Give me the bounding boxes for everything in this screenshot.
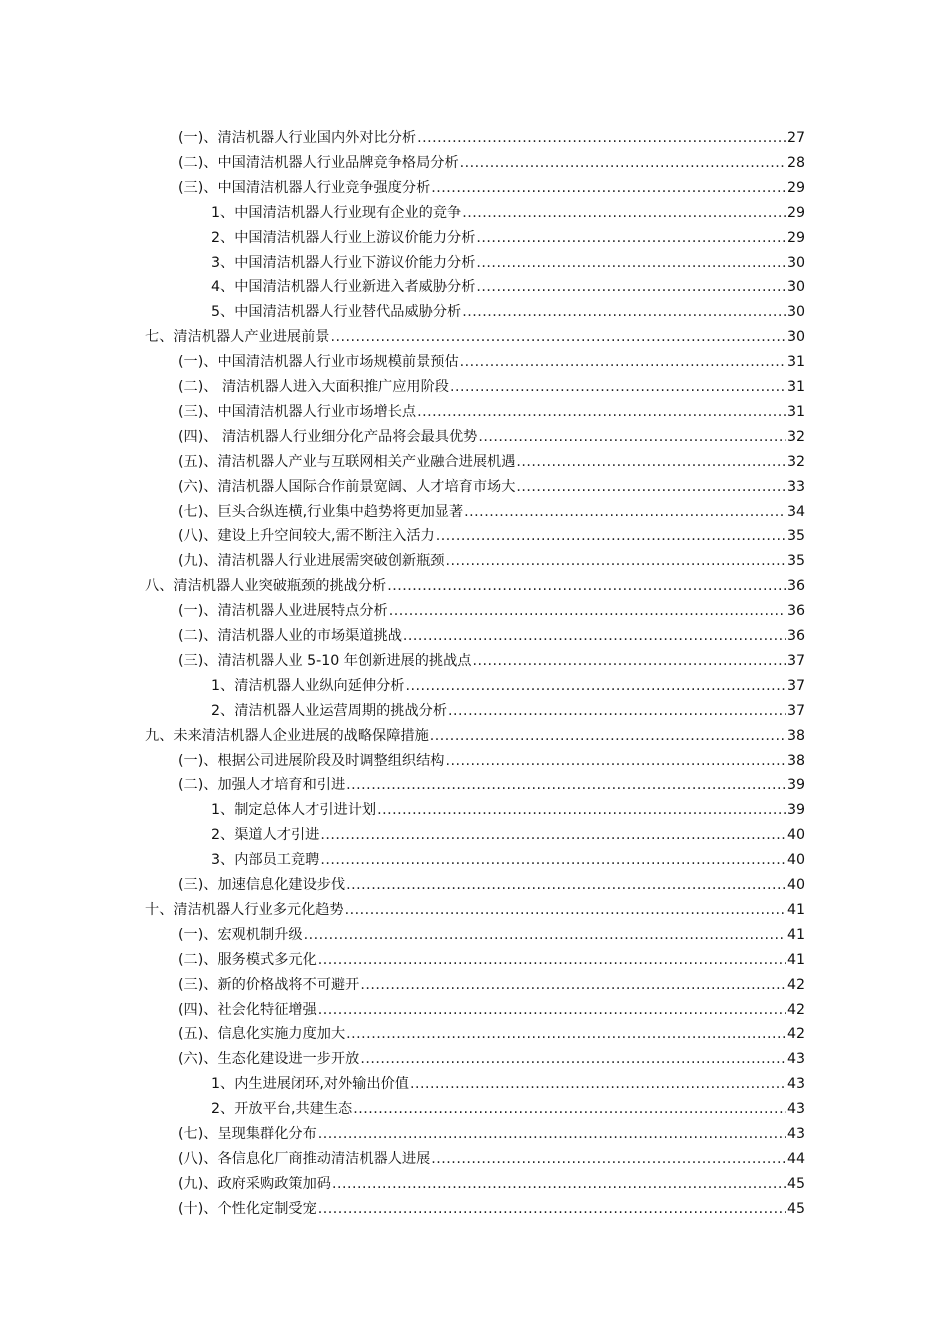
toc-entry-page-number: 43 — [786, 1101, 805, 1118]
toc-dot-leader — [430, 724, 786, 749]
toc-entry-title: 5、中国清洁机器人行业替代品威胁分析 — [211, 304, 462, 321]
toc-dot-leader — [318, 1122, 786, 1147]
toc-entry[interactable] — [211, 798, 805, 823]
toc-entry[interactable] — [178, 873, 805, 898]
toc-dot-leader — [516, 475, 786, 500]
toc-dot-leader — [410, 1072, 786, 1097]
toc-entry-page-number: 44 — [786, 1150, 805, 1167]
toc-entry[interactable] — [178, 375, 805, 400]
toc-dot-leader — [476, 226, 786, 251]
toc-entry-title: (六)、生态化建设进一步开放 — [178, 1051, 360, 1068]
toc-dot-leader — [464, 500, 786, 525]
toc-entry-page-number: 35 — [786, 553, 805, 570]
toc-entry-page-number: 30 — [786, 254, 805, 271]
toc-entry[interactable] — [145, 724, 805, 749]
toc-entry-page-number: 31 — [786, 354, 805, 371]
toc-entry[interactable] — [211, 848, 805, 873]
toc-entry-title: 2、清洁机器人业运营周期的挑战分析 — [211, 702, 448, 719]
toc-entry-page-number: 29 — [786, 204, 805, 221]
toc-entry-title: (六)、清洁机器人国际合作前景宽阔、人才培育市场大 — [178, 478, 516, 495]
toc-entry[interactable] — [178, 549, 805, 574]
toc-entry[interactable] — [178, 1197, 805, 1222]
toc-entry-title: (一)、根据公司进展阶段及时调整组织结构 — [178, 752, 445, 769]
toc-entry-page-number: 36 — [786, 578, 805, 595]
toc-entry-page-number: 37 — [786, 702, 805, 719]
toc-entry-page-number: 45 — [786, 1200, 805, 1217]
toc-entry-page-number: 40 — [786, 852, 805, 869]
toc-entry[interactable] — [178, 500, 805, 525]
toc-dot-leader — [403, 624, 786, 649]
toc-dot-leader — [445, 549, 785, 574]
toc-entry-title: (三)、中国清洁机器人行业市场增长点 — [178, 403, 417, 420]
toc-entry[interactable] — [178, 1022, 805, 1047]
toc-entry[interactable] — [178, 923, 805, 948]
toc-entry-page-number: 32 — [786, 428, 805, 445]
toc-entry-title: 1、清洁机器人业纵向延伸分析 — [211, 677, 405, 694]
toc-dot-leader — [304, 923, 786, 948]
toc-entry-title: (一)、清洁机器人行业国内外对比分析 — [178, 130, 417, 146]
toc-entry[interactable] — [178, 624, 805, 649]
toc-dot-leader — [320, 823, 786, 848]
toc-entry-title: 1、制定总体人才引进计划 — [211, 802, 377, 819]
toc-entry-title: 1、内生进展闭环,对外输出价值 — [211, 1076, 409, 1093]
toc-entry-title: 2、渠道人才引进 — [211, 827, 320, 844]
toc-dot-leader — [417, 126, 786, 151]
toc-dot-leader — [360, 973, 786, 998]
toc-entry-page-number: 39 — [786, 777, 805, 794]
toc-entry-title: (三)、加速信息化建设步伐 — [178, 877, 346, 893]
toc-dot-leader — [476, 275, 786, 300]
toc-entry[interactable] — [211, 699, 805, 724]
toc-dot-leader — [460, 151, 786, 176]
toc-entry[interactable] — [211, 300, 805, 325]
toc-entry-page-number: 30 — [786, 279, 805, 296]
toc-dot-leader — [377, 798, 786, 823]
toc-entry-page-number: 33 — [786, 478, 805, 495]
toc-entry[interactable] — [211, 275, 805, 300]
toc-entry[interactable] — [145, 325, 805, 350]
toc-entry[interactable] — [145, 898, 805, 923]
toc-entry-title: (四)、社会化特征增强 — [178, 1001, 317, 1018]
toc-entry[interactable] — [145, 574, 805, 599]
toc-entry-title: 七、清洁机器人产业进展前景 — [145, 329, 330, 346]
toc-entry[interactable] — [178, 524, 805, 549]
toc-entry-page-number: 42 — [786, 1026, 805, 1043]
toc-entry-page-number: 29 — [786, 229, 805, 246]
toc-dot-leader — [360, 1047, 786, 1072]
toc-entry-title: (七)、巨头合纵连横,行业集中趋势将更加显著 — [178, 503, 464, 520]
toc-entry-page-number: 37 — [786, 652, 805, 669]
toc-entry[interactable] — [178, 151, 805, 176]
toc-entry-title: (三)、中国清洁机器人行业竞争强度分析 — [178, 179, 431, 196]
toc-entry-title: (一)、宏观机制升级 — [178, 926, 303, 943]
toc-entry-title: 3、中国清洁机器人行业下游议价能力分析 — [211, 254, 476, 271]
toc-entry[interactable] — [211, 1072, 805, 1097]
toc-entry-title: 十、清洁机器人行业多元化趋势 — [145, 901, 344, 918]
toc-dot-leader — [476, 251, 786, 276]
toc-entry-page-number: 42 — [786, 1001, 805, 1018]
toc-entry-title: 八、清洁机器人业突破瓶颈的挑战分析 — [145, 578, 387, 595]
toc-entry-title: (一)、清洁机器人业进展特点分析 — [178, 603, 388, 620]
toc-entry[interactable] — [178, 1047, 805, 1072]
toc-entry-title: (九)、政府采购政策加码 — [178, 1175, 331, 1192]
toc-entry-page-number: 43 — [786, 1051, 805, 1068]
toc-entry-title: 4、中国清洁机器人行业新进入者威胁分析 — [211, 279, 476, 296]
toc-entry-title: (四)、 清洁机器人行业细分化产品将会最具优势 — [178, 428, 478, 445]
toc-entry-page-number: 38 — [786, 727, 805, 744]
toc-entry[interactable] — [178, 1172, 805, 1197]
toc-entry-page-number: 41 — [786, 951, 805, 968]
toc-entry[interactable] — [178, 450, 805, 475]
toc-dot-leader — [318, 1197, 786, 1222]
toc-entry-title: (十)、个性化定制受宠 — [178, 1200, 317, 1217]
toc-entry-title: (五)、清洁机器人产业与互联网相关产业融合进展机遇 — [178, 453, 516, 470]
toc-dot-leader — [353, 1097, 786, 1122]
toc-entry[interactable] — [211, 226, 805, 251]
toc-entry-title: 九、未来清洁机器人企业进展的战略保障措施 — [145, 727, 429, 744]
toc-entry[interactable] — [178, 400, 805, 425]
toc-entry-page-number: 36 — [786, 603, 805, 620]
toc-entry-title: (二)、 清洁机器人进入大面积推广应用阶段 — [178, 379, 449, 395]
toc-entry-title: 2、开放平台,共建生态 — [211, 1101, 353, 1118]
toc-entry[interactable] — [178, 1147, 805, 1172]
toc-entry-title: (五)、信息化实施力度加大 — [178, 1026, 346, 1043]
toc-dot-leader — [478, 425, 786, 450]
toc-entry-title: (九)、清洁机器人行业进展需突破创新瓶颈 — [178, 553, 445, 570]
toc-entry-title: (二)、加强人才培育和引进 — [178, 777, 346, 794]
toc-entry[interactable] — [211, 251, 805, 276]
toc-entry-page-number: 31 — [786, 379, 805, 395]
toc-entry[interactable] — [178, 649, 805, 674]
toc-entry-title: 2、中国清洁机器人行业上游议价能力分析 — [211, 229, 476, 246]
toc-entry[interactable] — [178, 350, 805, 375]
toc-entry[interactable] — [211, 823, 805, 848]
toc-entry[interactable] — [211, 1097, 805, 1122]
toc-dot-leader — [417, 400, 786, 425]
toc-entry[interactable] — [178, 126, 805, 151]
toc-dot-leader — [387, 574, 786, 599]
toc-dot-leader — [445, 749, 785, 774]
toc-dot-leader — [346, 1022, 786, 1047]
toc-entry-title: (二)、服务模式多元化 — [178, 951, 317, 968]
toc-entry[interactable] — [178, 176, 805, 201]
toc-dot-leader — [330, 325, 785, 350]
toc-entry-page-number: 31 — [786, 403, 805, 420]
toc-dot-leader — [389, 599, 786, 624]
toc-dot-leader — [460, 350, 786, 375]
toc-entry[interactable] — [211, 674, 805, 699]
toc-entry-page-number: 43 — [786, 1076, 805, 1093]
toc-entry-title: (七)、呈现集群化分布 — [178, 1126, 317, 1142]
toc-entry-page-number: 39 — [786, 802, 805, 819]
toc-dot-leader — [450, 375, 786, 400]
toc-entry-page-number: 40 — [786, 827, 805, 844]
toc-dot-leader — [448, 699, 786, 724]
toc-entry-page-number: 45 — [786, 1175, 805, 1192]
toc-entry-page-number: 30 — [786, 304, 805, 321]
toc-entry[interactable] — [178, 973, 805, 998]
toc-entry-title: (二)、中国清洁机器人行业品牌竞争格局分析 — [178, 154, 459, 171]
toc-dot-leader — [345, 898, 786, 923]
toc-entry-page-number: 30 — [786, 329, 805, 346]
toc-entry-title: (一)、中国清洁机器人行业市场规模前景预估 — [178, 354, 459, 371]
toc-dot-leader — [431, 176, 786, 201]
toc-dot-leader — [462, 201, 786, 226]
toc-entry[interactable] — [178, 475, 805, 500]
toc-entry-page-number: 42 — [786, 976, 805, 993]
toc-entry[interactable] — [178, 749, 805, 774]
toc-entry-page-number: 29 — [786, 179, 805, 196]
toc-entry-title: (二)、清洁机器人业的市场渠道挑战 — [178, 628, 402, 644]
toc-entry-page-number: 43 — [786, 1126, 805, 1142]
toc-entry-page-number: 27 — [786, 130, 805, 146]
toc-entry-page-number: 36 — [786, 628, 805, 644]
toc-entry-page-number: 34 — [786, 503, 805, 520]
toc-entry[interactable] — [178, 1122, 805, 1147]
toc-entry-title: (八)、建设上升空间较大,需不断注入活力 — [178, 528, 435, 545]
toc-entry-title: (三)、新的价格战将不可避开 — [178, 976, 360, 993]
toc-entry-title: 1、中国清洁机器人行业现有企业的竞争 — [211, 204, 462, 221]
toc-dot-leader — [346, 873, 786, 898]
toc-dot-leader — [318, 948, 786, 973]
toc-entry-page-number: 32 — [786, 453, 805, 470]
toc-entry-page-number: 41 — [786, 901, 805, 918]
toc-dot-leader — [431, 1147, 786, 1172]
toc-dot-leader — [472, 649, 785, 674]
toc-entry[interactable] — [178, 425, 805, 450]
toc-entry-page-number: 37 — [786, 677, 805, 694]
toc-entry[interactable] — [211, 201, 805, 226]
toc-entry-page-number: 28 — [786, 154, 805, 171]
toc-entry-title: 3、内部员工竞聘 — [211, 852, 320, 869]
toc-entry[interactable] — [178, 948, 805, 973]
toc-dot-leader — [436, 524, 786, 549]
toc-entry-title: (三)、清洁机器人业 5-10 年创新进展的挑战点 — [178, 652, 472, 669]
toc-entry[interactable] — [178, 998, 805, 1023]
toc-dot-leader — [320, 848, 786, 873]
toc-entry-page-number: 40 — [786, 877, 805, 893]
toc-dot-leader — [516, 450, 786, 475]
toc-entry[interactable] — [178, 599, 805, 624]
toc-dot-leader — [318, 998, 786, 1023]
toc-entry-title: (八)、各信息化厂商推动清洁机器人进展 — [178, 1150, 431, 1167]
toc-dot-leader — [405, 674, 785, 699]
toc-entry-page-number: 38 — [786, 752, 805, 769]
toc-entry-page-number: 35 — [786, 528, 805, 545]
toc-entry[interactable] — [178, 773, 805, 798]
toc-dot-leader — [346, 773, 786, 798]
toc-dot-leader — [462, 300, 786, 325]
toc-entry-page-number: 41 — [786, 926, 805, 943]
toc-dot-leader — [332, 1172, 786, 1197]
